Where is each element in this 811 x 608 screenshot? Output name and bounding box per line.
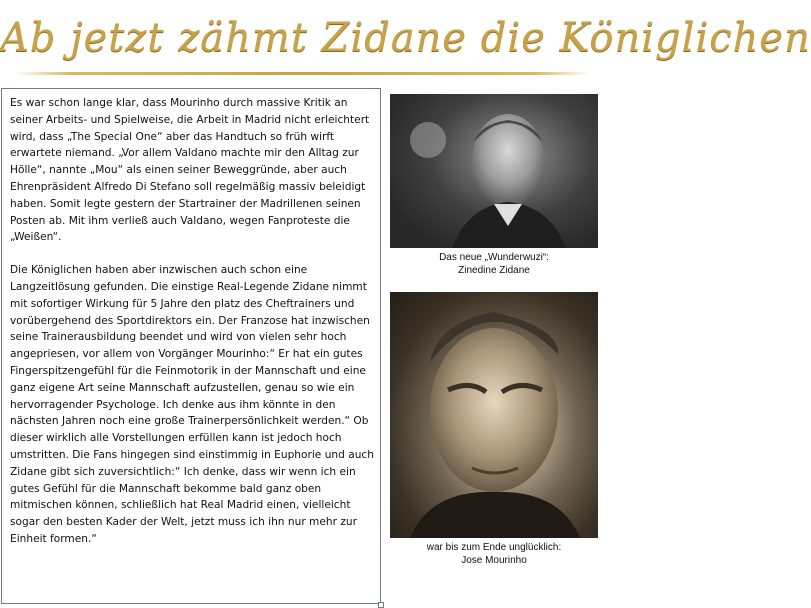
- zidane-portrait-graphic: [390, 94, 598, 248]
- zidane-caption: [390, 251, 598, 277]
- zidane-photo: [390, 94, 598, 248]
- zidane-caption-line2: Zinedine Zidane: [458, 265, 530, 276]
- article-text-frame[interactable]: [1, 88, 381, 604]
- mourinho-portrait-graphic: [390, 292, 598, 538]
- mourinho-photo: [390, 292, 598, 538]
- mourinho-caption-line1: war bis zum Ende unglücklich:: [426, 542, 562, 553]
- article-paragraph-1: Es war schon lange klar, dass Mourinho durch massive Kritik an seiner Arbeits- und Spielweise, die Arbeit in Madrid nicht erleichtert wird, dass „The Special One“ aber das Handtuch so früh wirft erwartete niemand. „Vor allem Valdano machte mir den Alltag zur Hölle“, nannte „Mou“ als einen seiner Beweggründe, aber auch Ehrenpräsident Alfredo Di Stefano soll regelmäßig massiv beleidigt haben. Somit legte gestern der Startrainer der Madrillenen seinen Posten ab. Mit ihm verließ auch Valdano, wegen Fanproteste die „Weißen“.: [10, 97, 370, 244]
- article-paragraph-2: Die Königlichen haben aber inzwischen auch schon eine Langzeitlösung gefunden. Die einstige Real-Legende Zidane nimmt mit sofortiger Wirkung für 5 Jahre den platz des Cheftrainers und vorübergehend des Sportdirektors ein. Der Franzose hat inzwischen seine Trainerausbildung beendet und wird von vielen sehr hoch angepriesen, vor allem von Vorgänger Mourinho:“ Er hat ein gutes Fingerspitzengefühl für die Feinmotorik in der Mannschaft und eine ganz eigene Art seine Mannschaft aufzustellen, genau so wie ein hervorragender Psychologe. Ich denke aus ihm könnte in den nächsten Jahren noch eine große Trainerpersönlichkeit werden.“ Ob dieser wirklich alle Vorstellungen erfüllen kann ist jedoch hoch umstritten. Die Fans hingegen sind einstimmig in Euphorie und auch Zidane gibt sich zuversichtlich:“ Ich denke, dass wir wenn ich ein gutes Gefühl für die Mannschaft bekomme bald ganz oben mitmischen können, schließlich hat Real Madrid einen, vielleicht sogar den besten Kader der Welt, jetzt muss ich ihn nur mehr zur Einheit formen.“: [10, 264, 374, 545]
- mourinho-caption: [390, 541, 598, 567]
- title-underline: [14, 72, 591, 75]
- zidane-caption-line1: Das neue „Wunderwuzi“:: [439, 252, 549, 263]
- header: [0, 0, 811, 86]
- page-title: Ab jetzt zähmt Zidane die Königlichen: [0, 15, 811, 61]
- frame-resize-handle[interactable]: [378, 602, 384, 608]
- mourinho-caption-line2: Jose Mourinho: [461, 555, 527, 566]
